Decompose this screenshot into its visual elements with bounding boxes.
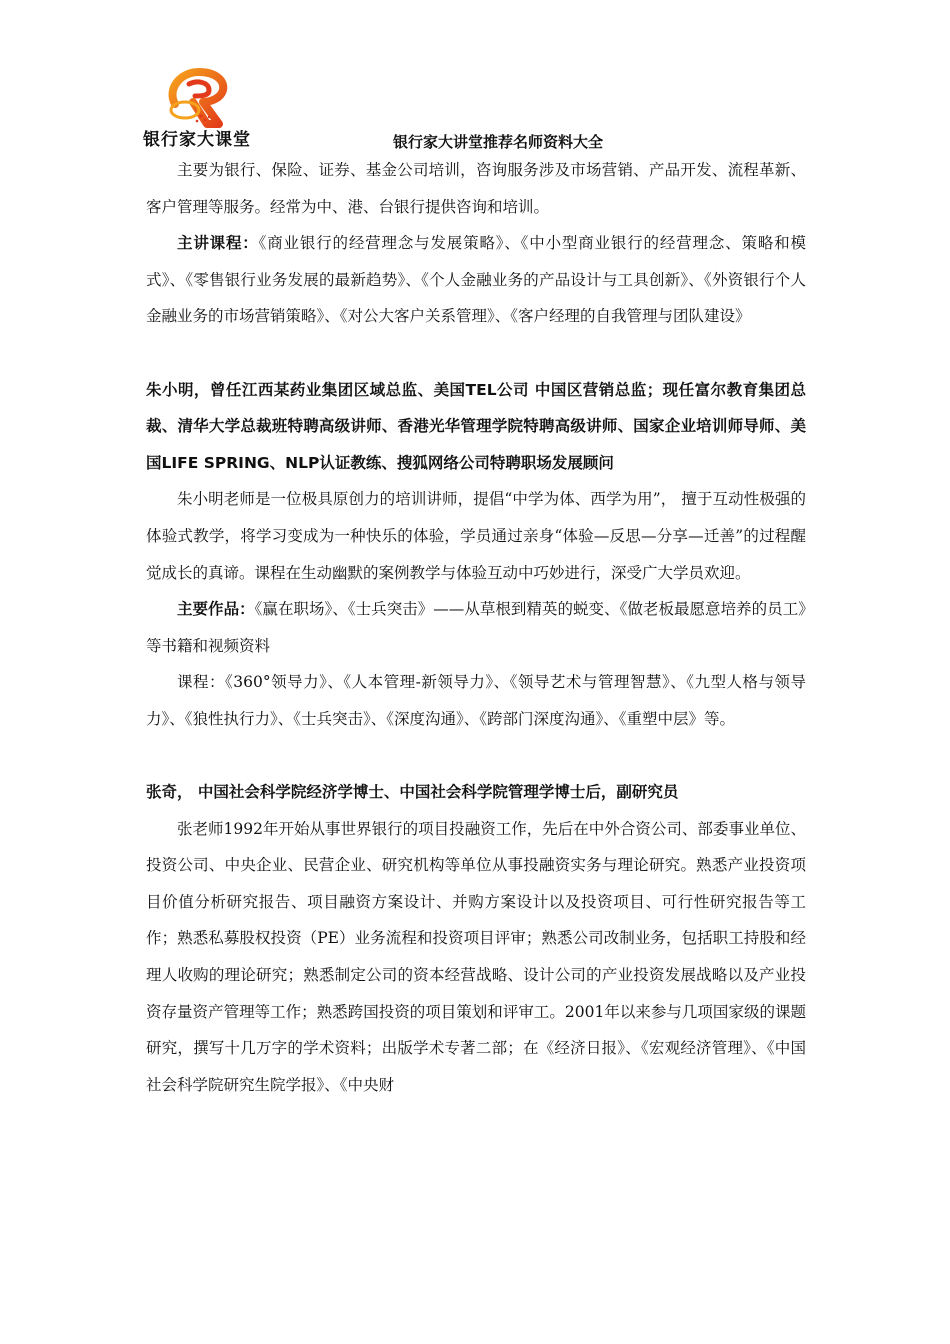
spacer xyxy=(146,738,806,775)
logo-text: 银行家大课堂 xyxy=(143,130,251,150)
logo-icon xyxy=(163,66,233,132)
section2-works xyxy=(146,591,806,664)
section3-heading: 张奇， 中国社会科学院经济学博士、中国社会科学院管理学博士后，副研究员 xyxy=(146,783,679,802)
section1-intro: 主要为银行、保险、证券、基金公司培训，咨询服务涉及市场营销、产品开发、流程革新、客户管理等服务。经常为中、港、台银行提供咨询和培训。 xyxy=(146,161,806,216)
section2-heading: 朱小明，曾任江西某药业集团区域总监、美国TEL公司 中国区营销总监；现任富尔教育集团总裁、清华大学总裁班特聘高级讲师、香港光华管理学院特聘高级讲师、国家企业培训师导师、美国LIFE SPRING、NLP认证教练、搜狐网络公司特聘职场发展顾问 xyxy=(146,380,806,472)
section1-courses xyxy=(146,225,806,335)
works-list: 《赢在职场》、《士兵突击》——从草根到精英的蜕变、《做老板最愿意培养的员工》等书籍和视频资料 xyxy=(146,600,806,655)
section2-intro: 朱小明老师是一位极具原创力的培训讲师，提倡“中学为体、西学为用”， 擅于互动性极强的体验式教学，将学习变成为一种快乐的体验，学员通过亲身“体验—反思—分享—迁善”的过程醒觉成长的真谛。课程在生动幽默的案例教学与体验互动中巧妙进行，深受广大学员欢迎。 xyxy=(146,490,806,582)
works-label: 主要作品： xyxy=(177,600,255,619)
courses-list: 《商业银行的经营理念与发展策略》、《中小型商业银行的经营理念、策略和模式》、《零售银行业务发展的最新趋势》、《个人金融业务的产品设计与工具创新》、《外资银行个人金融业务的市场营销策略》、《对公大客户关系管理》、《客户经理的自我管理与团队建设》 xyxy=(146,234,806,326)
section2-courses: 课程：《360°领导力》、《人本管理-新领导力》、《领导艺术与管理智慧》、《九型人格与领导力》、《狼性执行力》、《士兵突击》、《深度沟通》、《跨部门深度沟通》、《重塑中层》等。 xyxy=(146,673,806,728)
document-title: 银行家大讲堂推荐名师资料大全 xyxy=(393,133,604,151)
document-body xyxy=(146,152,806,1103)
courses-label: 主讲课程： xyxy=(177,234,259,253)
spacer xyxy=(146,335,806,372)
section3-intro: 张老师1992年开始从事世界银行的项目投融资工作，先后在中外合资公司、部委事业单位、投资公司、中央企业、民营企业、研究机构等单位从事投融资实务与理论研究。熟悉产业投资项目价值分析研究报告、项目融资方案设计、并购方案设计以及投资项目、可行性研究报告等工作；熟悉私募股权投资（PE）业务流程和投资项目评审；熟悉公司改制业务，包括职工持股和经理人收购的理论研究；熟悉制定公司的资本经营战略、设计公司的产业投资发展战略以及产业投资存量资产管理等工作；熟悉跨国投资的项目策划和评审工。2001年以来参与几项国家级的课题研究，撰写十几万字的学术资料；出版学术专著二部；在《经济日报》、《宏观经济管理》、《中国社会科学院研究生院学报》、《中央财 xyxy=(146,819,806,1094)
